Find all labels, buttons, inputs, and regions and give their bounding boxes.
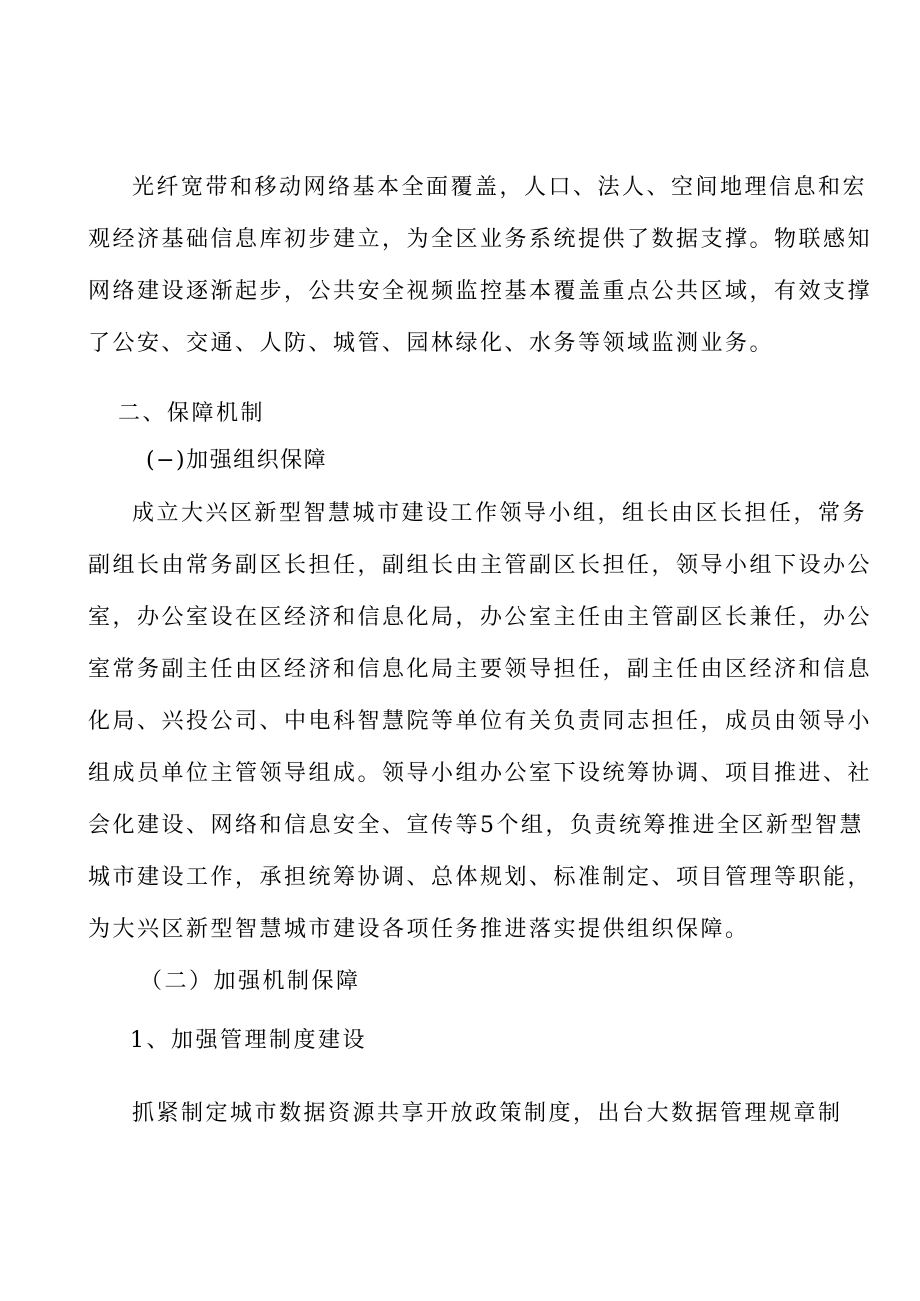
paragraph-line: 室常务副主任由区经济和信息化局主要领导担任，副主任由区经济和信息 [88,657,873,682]
paragraph-line: 化局、兴投公司、中电科智慧院等单位有关负责同志担任，成员由领导小 [88,709,873,734]
paragraph-line: 城市建设工作，承担统筹协调、总体规划、标准制定、项目管理等职能， [88,865,873,890]
item-heading: 1、加强管理制度建设 [130,1028,367,1053]
paragraph-line: 网络建设逐渐起步，公共安全视频监控基本覆盖重点公共区域，有效支撑 [88,279,873,304]
paragraph-line: 副组长由常务副区长担任，副组长由主管副区长担任，领导小组下设办公 [88,553,873,578]
paragraph-line: 观经济基础信息库初步建立，为全区业务系统提供了数据支撑。物联感知 [88,227,873,252]
subsection-heading: （二）加强机制保障 [140,969,361,994]
section-heading: 二、保障机制 [118,401,266,426]
paragraph-line: 抓紧制定城市数据资源共享开放政策制度，出台大数据管理规章制 [132,1101,843,1126]
paragraph-line: 了公安、交通、人防、城管、园林绿化、水务等领域监测业务。 [88,331,775,356]
paragraph-line: 室，办公室设在区经济和信息化局，办公室主任由主管副区长兼任，办公 [88,605,873,630]
paragraph-line: 为大兴区新型智慧城市建设各项任务推进落实提供组织保障。 [88,917,750,942]
paragraph-line: 会化建设、网络和信息安全、宣传等5个组，负责统筹推进全区新型智慧 [88,813,864,838]
paragraph-line: 成立大兴区新型智慧城市建设工作领导小组，组长由区长担任，常务 [132,501,868,526]
subsection-heading: (−)加强组织保障 [146,448,328,473]
paragraph-line: 组成员单位主管领导组成。领导小组办公室下设统筹协调、项目推进、社 [88,761,873,786]
paragraph-line: 光纤宽带和移动网络基本全面覆盖，人口、法人、空间地理信息和宏 [132,175,868,200]
